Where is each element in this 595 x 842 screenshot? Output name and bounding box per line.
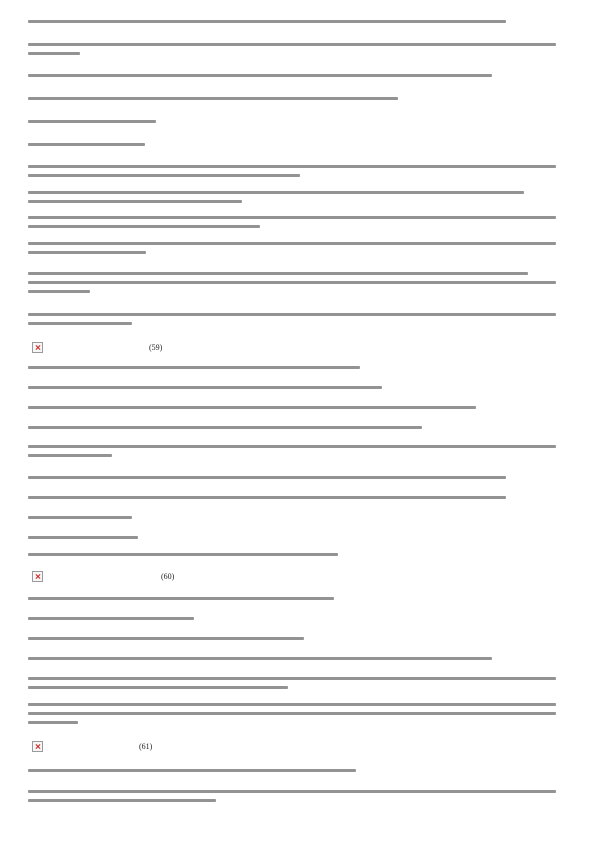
equation-number: (59) <box>149 343 163 352</box>
paragraph <box>28 514 556 521</box>
equation-number: (61) <box>139 742 153 751</box>
paragraph <box>28 494 556 501</box>
paragraph <box>28 141 556 148</box>
paragraph <box>28 189 556 205</box>
equation-number: (60) <box>161 572 175 581</box>
paragraph <box>28 18 556 25</box>
paragraph <box>28 655 556 662</box>
paragraph <box>28 675 556 691</box>
paragraph <box>28 534 556 541</box>
paragraph <box>28 701 556 726</box>
paragraph <box>28 118 556 125</box>
broken-image-icon <box>32 342 43 353</box>
paragraph <box>28 788 556 804</box>
paragraph <box>28 474 556 481</box>
paragraph <box>28 635 556 642</box>
paragraph <box>28 443 556 459</box>
paragraph <box>28 424 556 431</box>
paragraph <box>28 163 556 179</box>
paragraph <box>28 95 556 102</box>
paragraph <box>28 240 556 256</box>
equation-59 <box>28 342 556 356</box>
paragraph <box>28 72 556 79</box>
paragraph <box>28 41 556 57</box>
equation-60 <box>28 571 556 585</box>
broken-image-icon <box>32 571 43 582</box>
paragraph <box>28 364 556 371</box>
paragraph <box>28 551 556 558</box>
equation-61 <box>28 741 556 755</box>
paragraph <box>28 615 556 622</box>
paragraph <box>28 767 556 774</box>
paragraph <box>28 404 556 411</box>
paragraph <box>28 270 556 295</box>
paragraph <box>28 311 556 327</box>
paragraph <box>28 384 556 391</box>
paragraph <box>28 595 556 602</box>
broken-image-icon <box>32 741 43 752</box>
paragraph <box>28 214 556 230</box>
